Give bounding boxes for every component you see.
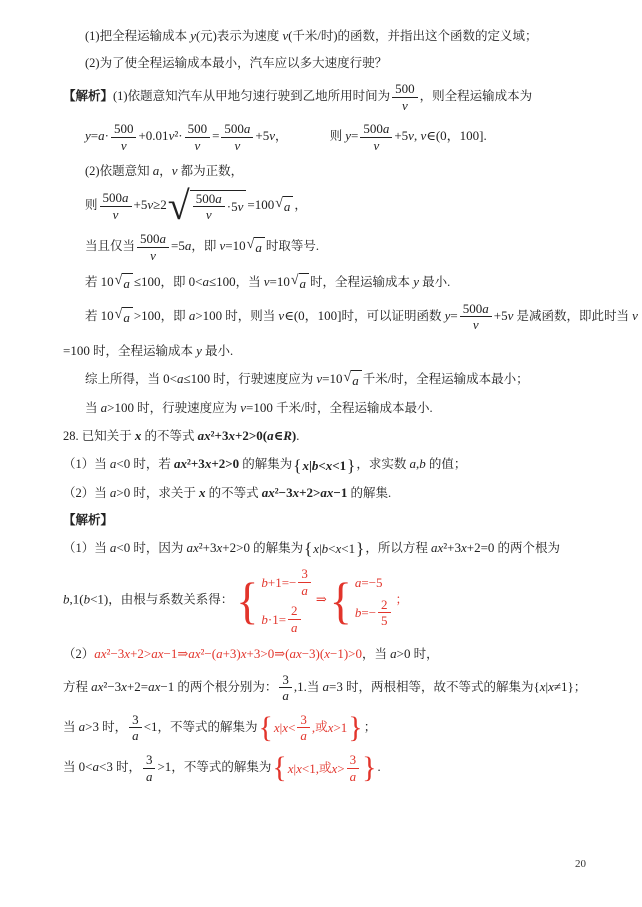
- math-run: {x|x≠1}: [533, 678, 574, 694]
- fraction-denominator: a: [145, 768, 153, 784]
- text-run: 时，两根相等，故不等式的解集为: [342, 679, 534, 694]
- text-run: 当: [306, 679, 323, 694]
- sol27-case2-line1: [63, 300, 638, 333]
- cases-system: [236, 566, 313, 635]
- sol27-summary1: [63, 369, 592, 390]
- set-braces: [293, 456, 355, 475]
- fraction-numerator: 2: [378, 597, 391, 614]
- fraction-numerator: 500a: [193, 191, 225, 208]
- fraction: [143, 752, 156, 784]
- math-run: ⇒: [315, 591, 327, 607]
- text-run: 28. 已知关于: [63, 429, 135, 443]
- text-run: ，当: [235, 274, 264, 289]
- radicand: [122, 307, 133, 327]
- math-run: b,1(b<1): [63, 591, 109, 607]
- fraction: [193, 191, 225, 223]
- fraction-numerator: 500a: [460, 301, 492, 318]
- fraction-numerator: 500: [111, 121, 137, 138]
- text-run: 若: [85, 308, 101, 323]
- text-run: （1）当: [63, 540, 110, 555]
- text-run: ，求实数: [356, 457, 410, 471]
- radicand: [299, 273, 310, 293]
- text-run: 则: [85, 198, 98, 213]
- cases-row: [261, 566, 313, 598]
- text-run: 时，因为: [130, 540, 187, 555]
- radicand: [122, 273, 133, 293]
- math-run: a: [152, 163, 160, 179]
- math-run: >100: [133, 307, 161, 323]
- math-run: y=: [444, 307, 458, 323]
- cases-rows: [261, 566, 313, 635]
- math-run: ,1.: [293, 678, 307, 694]
- fraction: [100, 190, 132, 222]
- math-run: y: [196, 342, 202, 358]
- sol27-case1: [63, 272, 592, 293]
- text-run: (2)依题意知: [85, 164, 153, 179]
- sqrt-radical: [167, 183, 247, 229]
- text-run: 的解集.: [347, 485, 392, 500]
- math-run: ≤100: [133, 273, 161, 289]
- sol28-p2-line2: [63, 672, 592, 704]
- math-run: a: [299, 275, 307, 291]
- math-run: y: [190, 28, 196, 43]
- math-run: a,b: [409, 456, 426, 471]
- cases-system: [330, 573, 393, 629]
- math-run: x: [199, 484, 206, 500]
- sol27-cost-equation: [63, 121, 592, 153]
- math-run: { x|x<1,: [287, 760, 319, 776]
- text-run: ；: [363, 719, 377, 734]
- text-run: 的不等式: [141, 429, 198, 443]
- math-run: { x|x<: [273, 720, 296, 736]
- math-run: ax²+3x+2>0(a∈R): [197, 428, 297, 443]
- fraction-denominator: a: [132, 728, 139, 744]
- page-number: 20: [575, 858, 586, 870]
- math-run: b·1=: [261, 612, 287, 628]
- math-run: a: [283, 199, 291, 215]
- text-run: 时，全程运输成本: [310, 274, 414, 289]
- fraction-numerator: 3: [143, 752, 156, 769]
- fraction: [288, 603, 301, 635]
- sol27-equality-condition: [63, 231, 592, 263]
- fraction-numerator: 500a: [100, 190, 132, 207]
- math-run: >1: [157, 758, 172, 774]
- math-run: y=a·: [85, 128, 109, 144]
- fraction-denominator: a: [282, 688, 289, 704]
- radical-sign-icon: √: [167, 183, 190, 229]
- text-run: ，所以方程: [365, 540, 431, 555]
- document-body: [63, 26, 638, 784]
- text-run: 时，全程运输成本: [89, 343, 197, 358]
- sqrt-radical: [115, 273, 133, 293]
- fraction-numerator: 500a: [137, 231, 169, 248]
- math-run: ax²−3x+2>ax−1⇒ax²−(a+3)x+3>0⇒(ax−3)(x−1)>0: [94, 645, 362, 661]
- radical-sign-icon: √: [114, 272, 123, 288]
- text-run: （1）当: [63, 457, 110, 471]
- text-run: ，则全程运输成本为: [419, 88, 533, 103]
- text-run: 或: [315, 720, 328, 735]
- text-run: 则: [329, 129, 346, 144]
- math-run: v=100: [240, 400, 273, 415]
- sol27-intro: [63, 81, 592, 113]
- text-run: 的解集为: [249, 540, 304, 555]
- fraction: [279, 672, 292, 704]
- sol27-positive-note: [63, 161, 592, 181]
- fraction: [221, 121, 253, 153]
- sol27-case2-line2: [63, 341, 592, 361]
- text-run: (千米/时)的函数，并指出这个函数的定义域；: [288, 29, 538, 43]
- q28-part2: [63, 483, 592, 503]
- sol28-p2-line3: [63, 712, 592, 744]
- fraction-denominator: v: [150, 247, 156, 263]
- set-braces: [272, 752, 376, 784]
- set-content: [287, 752, 362, 784]
- fraction-numerator: 500a: [221, 121, 253, 138]
- text-run: 当且仅当: [85, 239, 136, 254]
- fraction: [185, 121, 211, 153]
- text-run: ，: [159, 164, 172, 179]
- fraction-numerator: 500a: [360, 121, 392, 138]
- fraction-denominator: a: [291, 620, 298, 636]
- fraction: [460, 301, 492, 333]
- q27-part2-question: [63, 54, 592, 73]
- text-run: 的不等式: [205, 485, 262, 500]
- fraction-denominator: v: [205, 207, 212, 223]
- math-run: v: [632, 307, 638, 323]
- math-run: +5v: [493, 307, 514, 323]
- set-braces: [304, 539, 364, 558]
- sol27-amgm-inequality: [63, 183, 592, 229]
- radical-sign-icon: √: [114, 306, 123, 322]
- math-run: +0.01v²·: [138, 128, 183, 144]
- math-run: a<0: [109, 456, 131, 471]
- fraction-numerator: 2: [288, 603, 301, 620]
- text-run: ，即: [160, 274, 189, 289]
- cases-rows: [355, 573, 393, 629]
- math-run: y=: [345, 128, 359, 144]
- sqrt-radical: [344, 370, 362, 390]
- fraction-numerator: 3: [297, 712, 310, 729]
- text-run: 是减函数，即此时当: [513, 308, 633, 323]
- math-run: =100: [247, 197, 275, 213]
- text-run: (1)把全程运输成本: [85, 29, 191, 43]
- text-run: 时，则当: [222, 308, 279, 323]
- math-run: a>100: [188, 307, 223, 323]
- text-run: 最小.: [418, 274, 451, 289]
- q28-stem: [63, 426, 592, 446]
- text-run: ，由根与系数关系得：: [108, 592, 234, 607]
- text-run: 都为正数，: [177, 164, 244, 179]
- text-run: 时，行驶速度应为: [210, 371, 317, 386]
- text-run: ，: [275, 129, 288, 144]
- math-run: a<0: [109, 539, 131, 555]
- text-run: (2)为了使全程运输成本最小，汽车应以多大速度行驶？: [85, 56, 388, 70]
- text-run: 【解析】: [63, 512, 114, 527]
- text-run: 时，: [112, 759, 141, 774]
- fraction-numerator: 3: [347, 752, 360, 769]
- radicand: [351, 370, 362, 390]
- sol27-summary2: [63, 398, 592, 418]
- sol28-p2-line1: [63, 644, 592, 664]
- sqrt-radical: [275, 196, 293, 216]
- text-run: 千米/时，全程运输成本最小.: [272, 401, 433, 415]
- text-run: 时，: [98, 719, 128, 734]
- text-run: .: [296, 429, 300, 443]
- text-run: 当: [63, 759, 79, 774]
- text-run: ，即: [160, 308, 189, 323]
- math-run: =: [212, 128, 220, 144]
- text-run: 当: [63, 719, 79, 734]
- math-run: x>: [331, 760, 345, 776]
- text-run: ，: [294, 198, 307, 213]
- math-run: =100: [63, 342, 90, 358]
- sol28-p1-line1: [63, 538, 592, 559]
- text-run: ；: [573, 679, 587, 694]
- math-run: <1: [143, 718, 158, 734]
- fraction-numerator: 500: [392, 81, 418, 98]
- radical-sign-icon: √: [290, 272, 299, 288]
- fraction: [347, 752, 360, 784]
- math-run: a: [352, 373, 359, 388]
- fraction-denominator: v: [194, 137, 201, 153]
- text-run: ，当: [362, 646, 391, 661]
- q28-part1: [63, 454, 592, 475]
- sqrt-radical: [115, 307, 133, 327]
- text-run: 若: [85, 274, 101, 289]
- radicand: [254, 237, 265, 257]
- math-run: v∈(0，100]: [278, 307, 342, 323]
- cases-row: [261, 603, 313, 635]
- fraction-numerator: 3: [279, 672, 292, 689]
- math-run: ·5v: [226, 199, 244, 215]
- math-run: a>0: [390, 645, 411, 661]
- math-run: { b+1=−: [261, 574, 297, 590]
- radicand: [190, 190, 247, 223]
- cases-row: [355, 597, 393, 629]
- math-run: ax²+3x+2=0: [430, 539, 495, 555]
- text-run: 当: [85, 401, 101, 415]
- math-run: v: [282, 28, 289, 43]
- text-run: ；: [395, 592, 409, 607]
- text-run: 【解析】: [63, 88, 114, 103]
- math-run: v=10: [263, 273, 290, 289]
- math-run: ax²−3x+2>ax−1: [261, 484, 348, 500]
- math-run: a: [255, 240, 262, 256]
- math-run: =5a: [171, 238, 192, 254]
- math-run: ax²+3x+2>0: [186, 539, 250, 555]
- math-run: v=10: [219, 238, 246, 254]
- math-run: v=10: [316, 370, 343, 386]
- fraction-denominator: a: [301, 582, 308, 598]
- text-run: .: [377, 759, 381, 774]
- sol28-header: [63, 511, 592, 530]
- fraction: [378, 597, 391, 629]
- fraction-denominator: v: [234, 137, 241, 153]
- fraction-denominator: v: [120, 137, 127, 153]
- fraction: [137, 231, 169, 263]
- sqrt-radical: [247, 237, 265, 257]
- fraction: [360, 121, 392, 153]
- sqrt-radical: [291, 273, 309, 293]
- math-run: { a=−5: [354, 574, 383, 590]
- fraction-numerator: 3: [298, 566, 311, 583]
- fraction: [297, 712, 310, 744]
- set-content: [301, 456, 347, 475]
- math-run: 0<a≤100: [163, 370, 211, 386]
- math-run: x: [134, 428, 142, 443]
- math-run: a: [123, 309, 130, 325]
- text-run: （2）: [63, 646, 95, 661]
- text-run: 时，若: [130, 457, 174, 471]
- fraction-numerator: 3: [129, 712, 142, 729]
- math-run: y: [413, 273, 419, 289]
- math-run: ax²−3x+2=ax−1: [91, 678, 175, 694]
- text-run: 时，行驶速度应为: [133, 401, 241, 415]
- text-run: (1)依题意知汽车从甲地匀速行驶到乙地所用时间为: [113, 88, 391, 103]
- fraction-denominator: v: [112, 206, 119, 222]
- text-run: (元)表示为速度: [195, 29, 283, 43]
- text-run: 时，可以证明函数: [341, 308, 445, 323]
- text-run: ，即: [191, 239, 220, 254]
- math-run: { x|b<x<1: [313, 541, 356, 557]
- text-run: ，不等式的解集为: [157, 719, 258, 734]
- radical-sign-icon: √: [343, 370, 352, 385]
- text-run: 时取等号.: [265, 239, 319, 254]
- math-run: v: [171, 163, 178, 179]
- text-run: 千米/时，全程运输成本最小；: [362, 371, 529, 386]
- math-run: +5v, v∈(0，100].: [394, 128, 487, 144]
- radical-sign-icon: √: [275, 196, 283, 212]
- math-run: b=−: [354, 605, 377, 621]
- text-run: 的值；: [425, 457, 467, 471]
- fraction: [129, 712, 142, 744]
- fraction-denominator: a: [349, 768, 357, 784]
- text-run: 的两个根分别为：: [174, 679, 278, 694]
- fraction: [111, 121, 137, 153]
- math-run: a>3: [78, 718, 99, 734]
- math-run: +5v≥2: [133, 197, 167, 213]
- math-run: a=3: [322, 678, 343, 694]
- fraction-denominator: v: [373, 137, 380, 153]
- text-run: 或: [319, 760, 332, 775]
- set-content: [273, 712, 348, 744]
- fraction-denominator: 5: [381, 613, 388, 629]
- fraction-denominator: v: [472, 317, 479, 333]
- math-run: { x|b<x<1: [302, 457, 347, 473]
- fraction-denominator: v: [401, 97, 408, 113]
- math-run: ax²+3x+2>0: [174, 456, 240, 471]
- fraction-numerator: 500: [185, 121, 211, 138]
- math-run: 10: [100, 273, 114, 289]
- math-run: 10: [100, 307, 114, 323]
- set-content: [312, 539, 356, 558]
- math-run: a>0: [109, 484, 131, 500]
- fraction-denominator: a: [300, 728, 307, 744]
- math-run: a>100: [100, 400, 134, 415]
- math-run: +5v: [255, 128, 276, 144]
- math-run: ,: [311, 720, 316, 736]
- sol28-p1-line2-system: [63, 566, 592, 635]
- radicand: [283, 196, 294, 216]
- text-run: 时，求关于: [130, 485, 199, 500]
- radical-sign-icon: √: [246, 237, 255, 253]
- text-run: 方程: [63, 679, 92, 694]
- math-run: 0<a<3: [78, 758, 113, 774]
- q27-part1-question: [63, 26, 592, 46]
- sol28-p2-line4: [63, 752, 592, 784]
- text-run: 的两个根为: [494, 540, 561, 555]
- math-run: x>1: [327, 720, 348, 736]
- math-run: a: [123, 275, 130, 291]
- math-run: 0<a≤100: [188, 273, 236, 289]
- text-run: （2）当: [63, 485, 110, 500]
- cases-row: [355, 573, 393, 592]
- set-braces: [258, 712, 362, 744]
- text-run: 的解集为: [239, 457, 293, 471]
- text-run: 最小.: [201, 343, 234, 358]
- text-run: 综上所得，当: [85, 371, 164, 386]
- text-run: 时，: [410, 646, 439, 661]
- text-run: ，不等式的解集为: [171, 759, 272, 774]
- fraction: [298, 566, 311, 598]
- fraction: [392, 81, 418, 113]
